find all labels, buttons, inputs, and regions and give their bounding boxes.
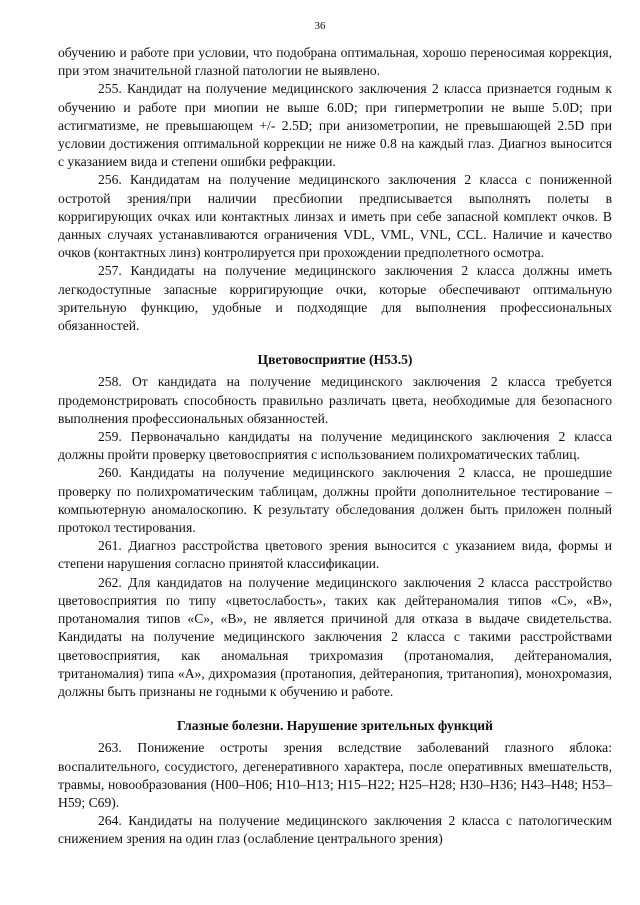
document-body	[58, 44, 612, 849]
paragraph-256: 256. Кандидатам на получение медицинского заключения 2 класса с пониженной остротой зрения/при наличии пресбиопии предписывается выполнять полеты в корригирующих очках или контактных линзах и иметь при себе запасной комплект очков. В данных случаях устанавливаются ограничения VDL, VML, VNL, CCL. Наличие и качество очков (контактных линз) контролируется при прохождении предполетного осмотра.	[58, 172, 612, 261]
paragraph-262: 262. Для кандидатов на получение медицинского заключения 2 класса расстройство цветовосприятия по типу «цветослабость», таких как дейтераномалия типов «С», «В», протаномалия типов «С», «В», не является причиной для отказа в выдаче свидетельства. Кандидаты на получение медицинского заключения 2 класса с такими расстройствами цветовосприятия, как аномальная трихромазия (протаномалия, дейтераномалия, тританомалия) типа «А», дихромазия (протанопия, дейтеранопия, тританопия), монохромазия, должны быть признаны не годными к обучению и работе.	[58, 574, 612, 699]
paragraph-255: 255. Кандидат на получение медицинского заключения 2 класса признается годным к обучению и работе при миопии не выше 6.0D; при гиперметропии не выше 5.0D; при астигматизме, не превышающем +/- 2.5D; при анизометропии, не превышающей 2.5D при условии достижения оптимальной коррекции не ниже 0.8 на каждый глаз. Диагноз выносится с указанием вида и степени ошибки рефракции.	[58, 81, 612, 170]
paragraph-264: 264. Кандидаты на получение медицинского заключения 2 класса с патологическим снижением зрения на один глаз (ослабление центрального зрения)	[58, 813, 612, 847]
paragraph-263: 263. Понижение остроты зрения вследствие заболеваний глазного яблока: воспалительного, сосудистого, дегенеративного характера, после оперативных вмешательств, травмы, новообразования (Н00–Н06; Н10–Н13; Н15–Н22; Н25–Н28; Н30–Н36; Н43–Н48; Н53–Н59; С69).	[58, 740, 612, 810]
paragraph-260: 260. Кандидаты на получение медицинского заключения 2 класса, не прошедшие проверку по полихроматическим таблицам, должны пройти дополнительное тестирование – компьютерную аномалоскопию. К результату обследования должен быть приложен полный протокол тестирования.	[58, 465, 612, 536]
page-number: 36	[314, 20, 326, 32]
section-heading-color-perception: Цветовосприятие (Н53.5)	[257, 352, 413, 368]
paragraph-258: 258. От кандидата на получение медицинского заключения 2 класса требуется продемонстрировать способность правильно различать цвета, необходимые для безопасного выполнения профессиональных обязанностей.	[58, 374, 612, 426]
paragraph-261: 261. Диагноз расстройства цветового зрения выносится с указанием вида, формы и степени нарушения согласно принятой классификации.	[58, 538, 612, 572]
paragraph-257: 257. Кандидаты на получение медицинского заключения 2 класса должны иметь легкодоступные запасные корригирующие очки, которые обеспечивают оптимальную зрительную функцию, удобные и подходящие для выполнения профессиональных обязанностей.	[58, 263, 612, 334]
paragraph-259: 259. Первоначально кандидаты на получение медицинского заключения 2 класса должны пройти проверку цветовосприятия с использованием полихроматических таблиц.	[58, 429, 612, 463]
paragraph-continuation: обучению и работе при условии, что подобрана оптимальная, хорошо переносимая коррекция, при этом значительной глазной патологии не выявлено.	[58, 45, 612, 79]
section-heading-eye-diseases: Глазные болезни. Нарушение зрительных функций	[177, 718, 493, 734]
